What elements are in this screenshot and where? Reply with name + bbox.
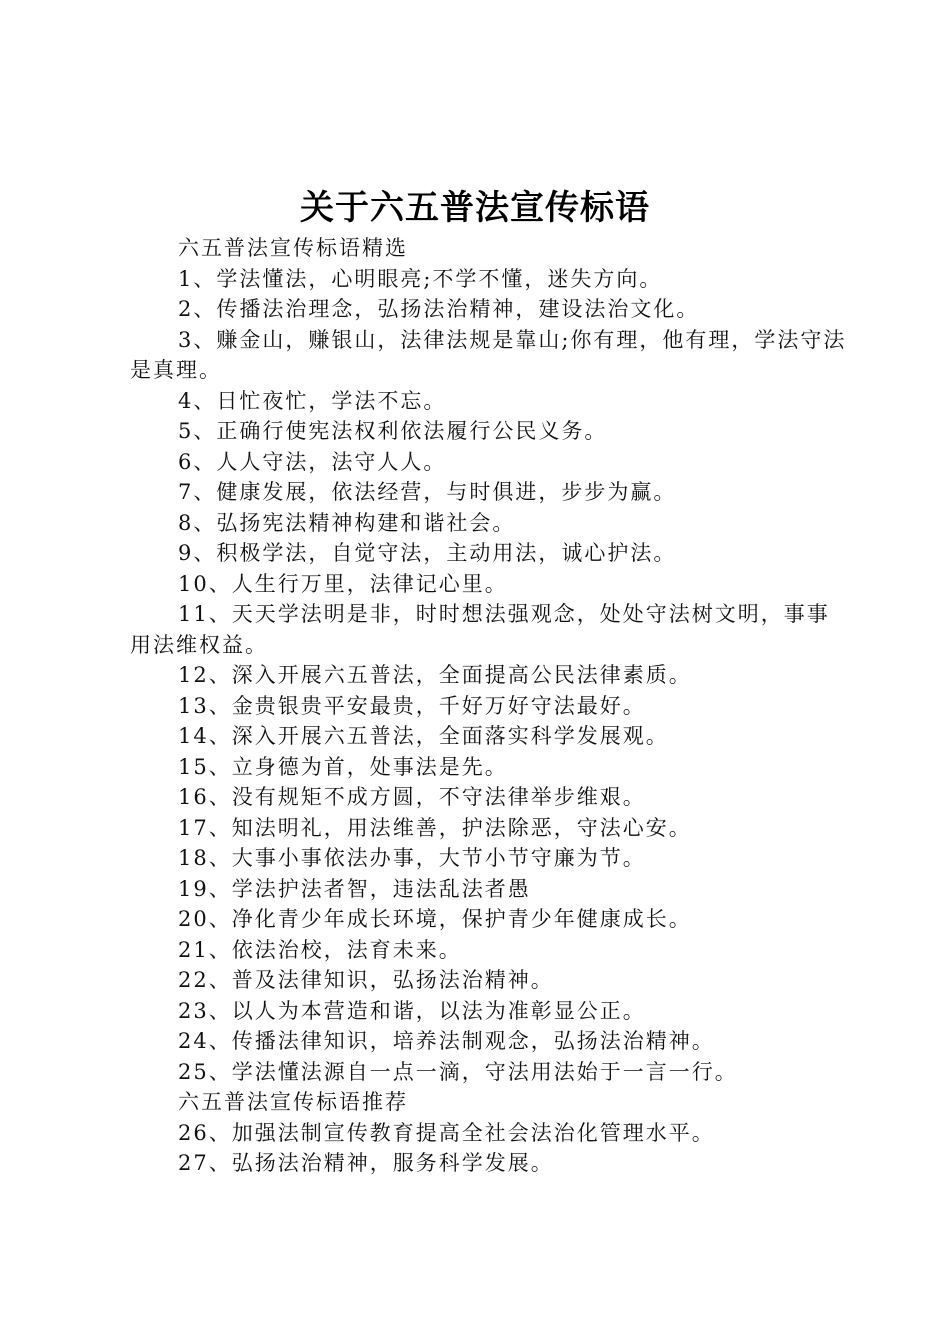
paragraph: 22、普及法律知识，弘扬法治精神。 — [178, 968, 554, 992]
paragraph: 8、弘扬宪法精神构建和谐社会。 — [178, 510, 516, 535]
paragraph: 9、积极学法，自觉守法，主动用法，诚心护法。 — [178, 541, 677, 565]
paragraph: 19、学法护法者智，违法乱法者愚 — [178, 876, 531, 901]
paragraph: 4、日忙夜忙，学法不忘。 — [178, 388, 447, 413]
paragraph: 23、以人为本营造和谐，以法为准彰显公正。 — [178, 998, 646, 1023]
paragraph: 12、深入开展六五普法，全面提高公民法律素质。 — [178, 663, 692, 687]
paragraph: 26、加强法制宣传教育提高全社会法治化管理水平。 — [178, 1120, 715, 1145]
paragraph: 6、人人守法，法守人人。 — [178, 449, 447, 474]
paragraph: 10、人生行万里，法律记心里。 — [178, 571, 508, 596]
document-title: 关于六五普法宣传标语 — [300, 188, 650, 228]
paragraph: 27、弘扬法治精神，服务科学发展。 — [178, 1151, 554, 1175]
paragraph: 16、没有规矩不成方圆，不守法律举步维艰。 — [178, 785, 646, 809]
paragraph: 六五普法宣传标语精选 — [178, 236, 408, 260]
paragraph: 13、金贵银贵平安最贵，千好万好守法最好。 — [178, 693, 646, 718]
paragraph: 7、健康发展，依法经营，与时俱进，步步为赢。 — [178, 480, 677, 504]
paragraph: 20、净化青少年成长环境，保护青少年健康成长。 — [178, 907, 692, 931]
paragraph: 3、赚金山，赚银山，法律法规是靠山;你有理，他有理，学法守法是真理。 — [130, 327, 847, 382]
paragraph: 18、大事小事依法办事，大节小节守廉为节。 — [178, 846, 646, 870]
document-body — [130, 233, 850, 1179]
paragraph: 17、知法明礼，用法维善，护法除恶，守法心安。 — [178, 815, 692, 840]
paragraph: 25、学法懂法源自一点一滴，守法用法始于一言一行。 — [178, 1059, 738, 1084]
section-heading: 六五普法宣传标语推荐 — [178, 1090, 408, 1114]
paragraph: 14、深入开展六五普法，全面落实科学发展观。 — [178, 724, 669, 748]
paragraph: 11、天天学法明是非，时时想法强观念，处处守法树文明，事事用法维权益。 — [130, 602, 830, 657]
paragraph: 5、正确行使宪法权利依法履行公民义务。 — [178, 419, 608, 443]
paragraph: 1、学法懂法，心明眼亮;不学不懂，迷失方向。 — [178, 266, 663, 291]
paragraph: 2、传播法治理念，弘扬法治精神，建设法治文化。 — [178, 297, 700, 321]
paragraph: 15、立身德为首，处事法是先。 — [178, 754, 508, 779]
paragraph: 24、传播法律知识，培养法制观念，弘扬法治精神。 — [178, 1029, 715, 1053]
paragraph: 21、依法治校，法育未来。 — [178, 937, 462, 962]
